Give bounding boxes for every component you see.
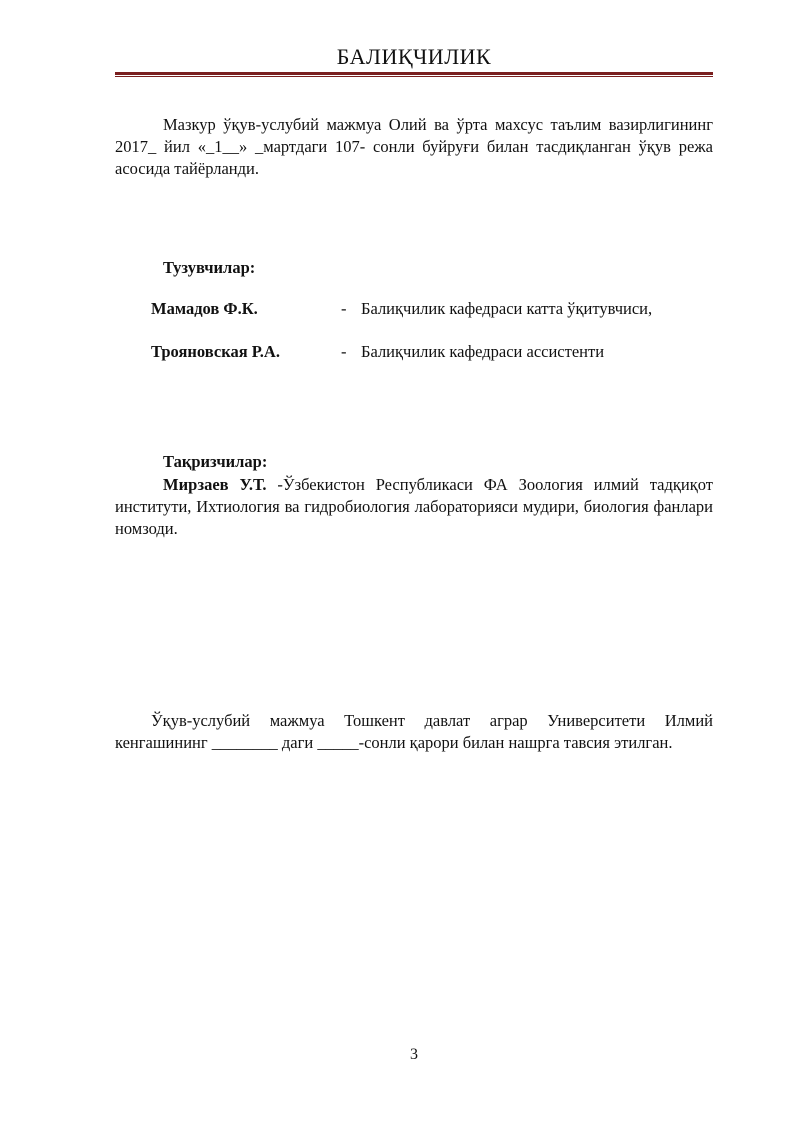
reviewer-name: Мирзаев У.Т. [163,475,267,494]
compilers-heading: Тузувчилар: [163,258,256,277]
reviewer-paragraph [115,474,713,540]
reviewers-heading: Тақризчилар: [163,452,268,471]
page-number: 3 [410,1046,418,1063]
compiler-name: Трояновская Р.А. [151,342,280,361]
intro-paragraph: Мазкур ўқув-услубий мажмуа Олий ва ўрта махсус таълим вазирлигининг 2017_ йил «_1__» _мартдаги 107- сонли буйруғи билан тасдиқланган ўқув режа асосида тайёрланди. [115,115,713,178]
compiler-role: Балиқчилик кафедраси ассистенти [361,342,605,361]
header-divider-thick [115,72,713,75]
recommendation-paragraph: Ўқув-услубий мажмуа Тошкент давлат аграр Университети Илмий кенгашининг ________ даги _____-сонли қарори билан нашрга тавсия этилган. [115,711,713,752]
compiler-row [151,299,751,323]
compiler-dash: - [341,342,347,361]
page-title: БАЛИҚЧИЛИК [336,44,492,69]
reviewer-description: -Ўзбекистон Республикаси ФА Зоология илмий тадқиқот институти, Ихтиология ва гидробиология лабораторияси мудири, биология фанлари номзоди. [115,475,713,538]
compiler-dash: - [341,299,347,318]
compiler-row [151,342,751,366]
header-divider [115,72,713,78]
reviewer-block [115,474,713,540]
compiler-role: Балиқчилик кафедраси катта ўқитувчиси, [361,299,653,318]
header-divider-thin [115,76,713,77]
compiler-name: Мамадов Ф.К. [151,299,258,318]
